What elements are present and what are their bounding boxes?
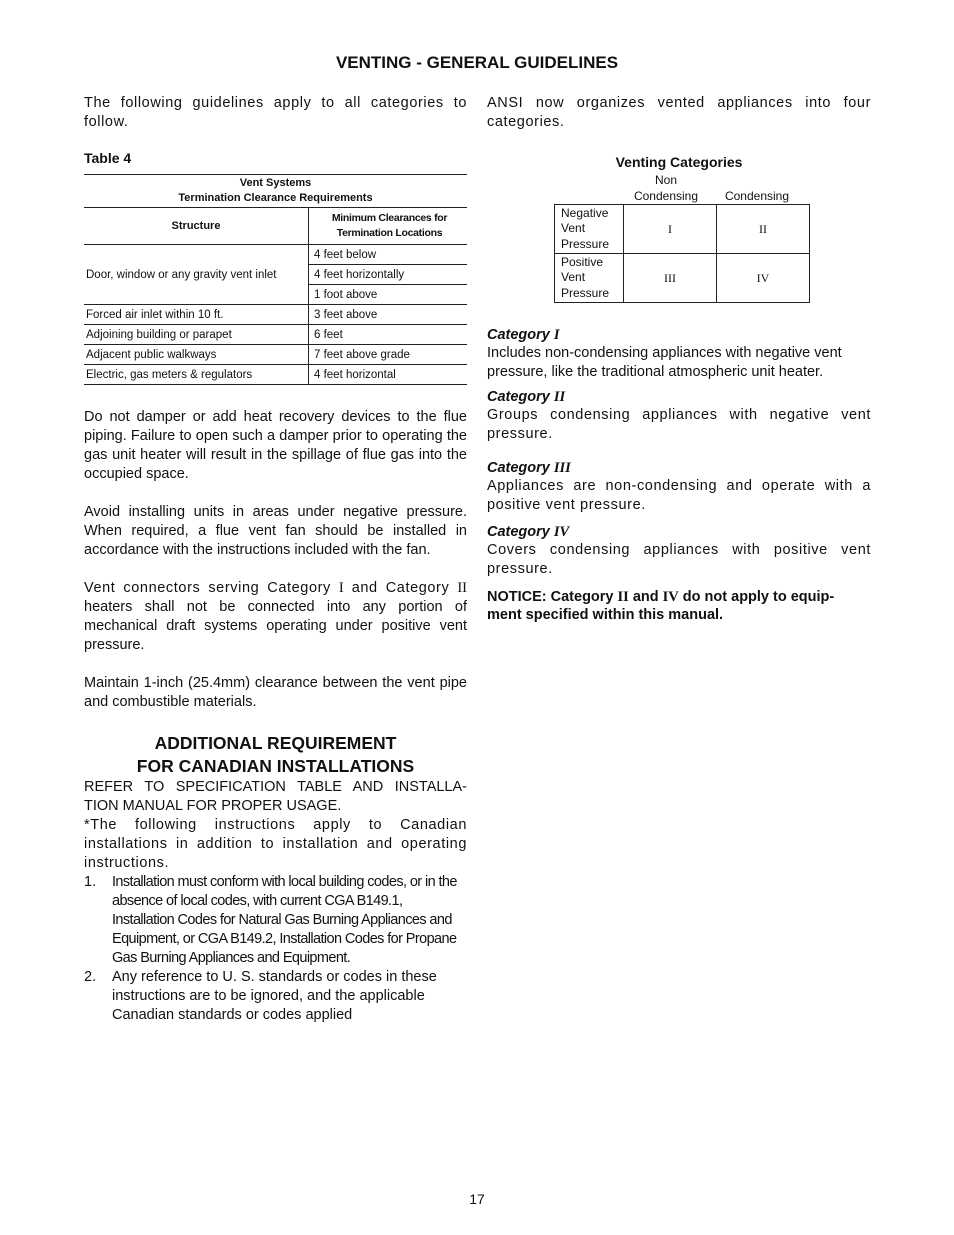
- left-column: [84, 94, 467, 1025]
- list-number: 1.: [84, 874, 97, 890]
- non-condensing-label-line1: Non: [654, 173, 677, 187]
- category-block: [487, 459, 871, 515]
- non-condensing-label-line2: Condensing: [633, 189, 699, 203]
- damper-paragraph: Do not damper or add heat recovery devices to the flue piping. Failure to open such a damper prior to operating the gas unit heater will result in the spillage of flue gas into the occupied space.: [84, 409, 467, 482]
- category-text: Includes non-condensing appliances with negative vent pressure, like the traditional atmospheric unit heater.: [487, 345, 842, 380]
- category-numeral: II: [617, 589, 629, 605]
- list-number: 2.: [84, 969, 97, 985]
- row-label-line: Vent: [561, 221, 586, 236]
- category-block: [487, 523, 871, 579]
- table-row: [555, 254, 810, 303]
- list-item: [84, 968, 467, 1025]
- category-heading: [487, 459, 871, 477]
- category-numeral: III: [553, 460, 571, 476]
- clearance-paragraph: Maintain 1-inch (25.4mm) clearance between the vent pipe and combustible materials.: [84, 675, 467, 710]
- structure-cell: Adjacent public walkways: [84, 345, 309, 365]
- table-row: [84, 245, 467, 265]
- row-label-line: Vent: [561, 270, 586, 285]
- row-label: [555, 205, 624, 254]
- notice-c: and: [628, 589, 663, 605]
- clearance-cell: 7 feet above grade: [309, 345, 468, 365]
- para3-c: and Category: [343, 580, 458, 596]
- structure-header: Structure: [84, 208, 309, 245]
- table-row: [84, 305, 467, 325]
- clearance-table: [84, 174, 467, 385]
- para3-a: Vent connectors serving Category: [84, 580, 339, 596]
- clearance-header-line1: Minimum Clearances for: [331, 212, 448, 224]
- notice-a: NOTICE: Category: [487, 589, 618, 605]
- condensing-label: Condensing: [724, 189, 790, 203]
- structure-cell: Adjoining building or parapet: [84, 325, 309, 345]
- category-text: Appliances are non-condensing and operate with a positive vent pressure.: [487, 478, 871, 513]
- category-heading-label: Category: [487, 460, 554, 476]
- clearance-cell: 3 feet above: [309, 305, 468, 325]
- category-text: Groups condensing appliances with negative vent pressure.: [487, 407, 871, 442]
- row-label-line: Pressure: [561, 236, 610, 251]
- table-row: [84, 345, 467, 365]
- negative-pressure-paragraph: Avoid installing units in areas under negative pressure. When required, a flue vent fan should be installed in accordance with the instructions included with the fan.: [84, 504, 467, 558]
- para3-e: heaters shall not be connected into any portion of mechanical draft systems operating under positive vent pressure.: [84, 599, 467, 653]
- category-heading-label: Category: [487, 389, 554, 405]
- canada-heading: [84, 732, 467, 778]
- clearance-cell: 4 feet below: [309, 245, 468, 265]
- category-text: Covers condensing appliances with positive vent pressure.: [487, 542, 871, 577]
- category-numeral: IV: [553, 524, 570, 540]
- list-item: [84, 873, 467, 968]
- clearance-cell: 4 feet horizontal: [309, 365, 468, 385]
- venting-categories-title: Venting Categories: [615, 154, 743, 170]
- table-caption: [84, 175, 467, 208]
- category-cell: I: [624, 205, 717, 254]
- table-row: [555, 205, 810, 254]
- table-caption-line1: Vent Systems: [239, 177, 312, 189]
- category-cell: IV: [717, 254, 810, 303]
- clearance-cell: 4 feet horizontally: [309, 265, 468, 285]
- structure-cell: Door, window or any gravity vent inlet: [84, 245, 309, 305]
- ansi-paragraph: ANSI now organizes vented appliances into four categories.: [487, 95, 871, 130]
- clearance-cell: 6 feet: [309, 325, 468, 345]
- category-heading-label: Category: [487, 524, 554, 540]
- venting-categories-header: [487, 172, 871, 204]
- table-label: Table 4: [84, 150, 132, 166]
- list-text: Any reference to U. S. standards or codes in these instructions are to be ignored, and the applicable Canadian standards or codes applied: [112, 969, 437, 1023]
- category-heading: [487, 388, 871, 406]
- category-numeral: II: [457, 580, 467, 596]
- clearance-header-line2: Termination Locations: [336, 227, 443, 239]
- category-numeral: IV: [662, 589, 679, 605]
- category-heading: [487, 523, 871, 541]
- canada-note: *The following instructions apply to Canadian installations in addition to installation and operating instructions.: [84, 817, 467, 871]
- notice-paragraph: [487, 588, 871, 624]
- row-label-line: Negative: [561, 205, 609, 220]
- clearance-cell: 1 foot above: [309, 285, 468, 305]
- category-cell: II: [717, 205, 810, 254]
- refer-paragraph: REFER TO SPECIFICATION TABLE AND INSTALLA- TION MANUAL FOR PROPER USAGE.: [84, 779, 467, 814]
- category-cell: III: [624, 254, 717, 303]
- canada-heading-line1: ADDITIONAL REQUIREMENT: [154, 733, 397, 753]
- notice-e: do not apply to equip- ment specified within this manual.: [487, 589, 835, 623]
- structure-cell: Forced air inlet within 10 ft.: [84, 305, 309, 325]
- right-column: [487, 94, 871, 624]
- page-title: VENTING - GENERAL GUIDELINES: [335, 53, 619, 72]
- row-label: [555, 254, 624, 303]
- table-row: [84, 325, 467, 345]
- canada-list: [84, 873, 467, 1025]
- list-text: Installation must conform with local building codes, or in the absence of local codes, with current CGA B149.1, Installation Codes for Natural Gas Burning Appliances and Equipment, or CGA B149.2, Installation Codes for Propane Gas Burning Appliances and Equipment.: [112, 874, 457, 966]
- structure-cell: Electric, gas meters & regulators: [84, 365, 309, 385]
- category-numeral: I: [338, 580, 344, 596]
- row-label-line: Pressure: [561, 285, 610, 300]
- page-number: 17: [469, 1191, 485, 1207]
- table-caption-line2: Termination Clearance Requirements: [178, 192, 373, 204]
- category-heading: [487, 326, 871, 344]
- row-label-line: Positive: [561, 254, 604, 269]
- category-block: [487, 326, 871, 382]
- category-block: [487, 388, 871, 444]
- clearance-header: [309, 208, 468, 245]
- intro-paragraph: The following guidelines apply to all categories to follow.: [84, 95, 467, 130]
- table-row: [84, 365, 467, 385]
- vent-connector-paragraph: [84, 579, 467, 655]
- category-numeral: I: [553, 327, 560, 343]
- category-heading-label: Category: [487, 327, 554, 343]
- category-numeral: II: [553, 389, 566, 405]
- venting-categories-table: [554, 204, 810, 303]
- canada-heading-line2: FOR CANADIAN INSTALLATIONS: [136, 756, 415, 776]
